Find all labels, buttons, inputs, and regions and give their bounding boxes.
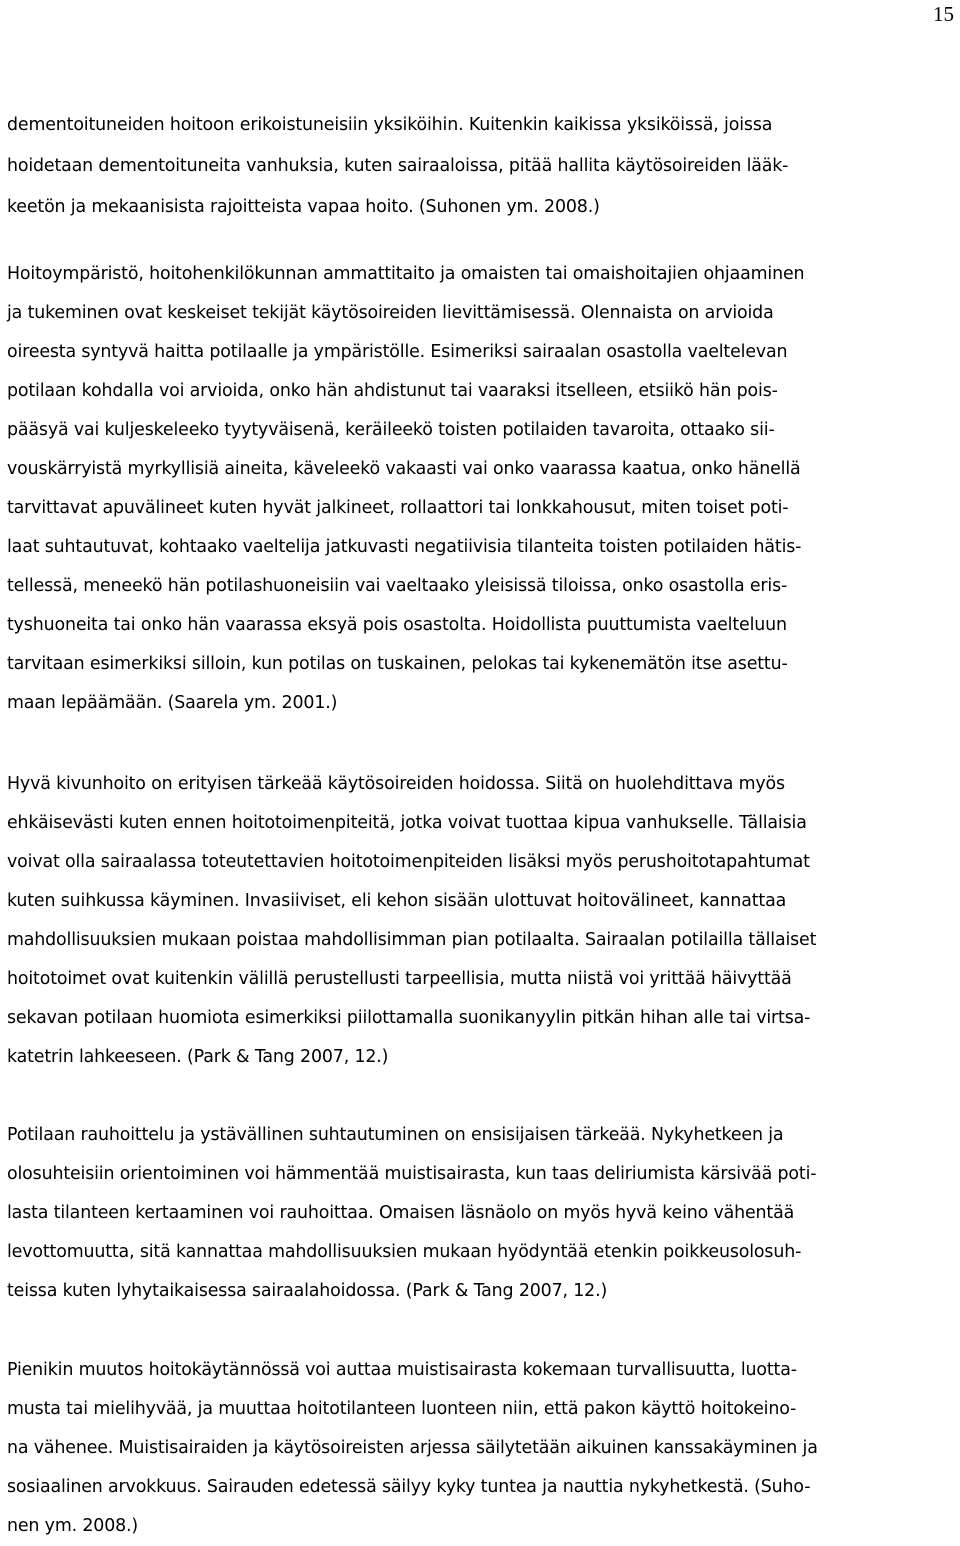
text-line: Potilaan rauhoittelu ja ystävällinen suhtautuminen on ensisijaisen tärkeää. Nykyhetkeen ja: [7, 1125, 784, 1145]
text-line: lasta tilanteen kertaaminen voi rauhoittaa. Omaisen läsnäolo on myös hyvä keino vähentää: [7, 1203, 795, 1223]
text-line: dementoituneiden hoitoon erikoistuneisiin yksiköihin. Kuitenkin kaikissa yksiköissä, joissa: [7, 115, 773, 135]
text-line: hoidetaan dementoituneita vanhuksia, kuten sairaaloissa, pitää hallita käytösoireiden lääk-: [7, 156, 789, 176]
text-line: laat suhtautuvat, kohtaako vaeltelija jatkuvasti negatiivisia tilanteita toisten potilaiden hätis-: [7, 537, 802, 557]
text-line: Hoitoympäristö, hoitohenkilökunnan ammattitaito ja omaisten tai omaishoitajien ohjaaminen: [7, 264, 805, 284]
text-line: keetön ja mekaanisista rajoitteista vapaa hoito. (Suhonen ym. 2008.): [7, 197, 600, 217]
text-line: vouskärryistä myrkyllisiä aineita, käveleekö vakaasti vai onko vaarassa kaatua, onko hänellä: [7, 459, 801, 479]
text-line: Pienikin muutos hoitokäytännössä voi auttaa muistisairasta kokemaan turvallisuutta, luotta-: [7, 1360, 797, 1380]
text-line: mahdollisuuksien mukaan poistaa mahdollisimman pian potilaalta. Sairaalan potilailla tällaiset: [7, 930, 817, 950]
text-line: levottomuutta, sitä kannattaa mahdollisuuksien mukaan hyödyntää etenkin poikkeusolosuh-: [7, 1242, 802, 1262]
text-line: sosiaalinen arvokkuus. Sairauden edetessä säilyy kyky tuntea ja nauttia nykyhetkestä. (Suho-: [7, 1477, 811, 1497]
paragraph-3: [7, 765, 959, 1077]
text-line: sekavan potilaan huomiota esimerkiksi piilottamalla suonikanyylin pitkän hihan alle tai virtsa-: [7, 1008, 811, 1028]
text-line: kuten suihkussa käyminen. Invasiiviset, eli kehon sisään ulottuvat hoitovälineet, kannattaa: [7, 891, 787, 911]
text-line: potilaan kohdalla voi arvioida, onko hän ahdistunut tai vaaraksi itselleen, etsiikö hän pois-: [7, 381, 778, 401]
text-line: tellessä, meneekö hän potilashuoneisiin vai vaeltaako yleisissä tiloissa, onko osastolla eris-: [7, 576, 788, 596]
text-line: musta tai mielihyvää, ja muuttaa hoitotilanteen luonteen niin, että pakon käyttö hoitokeino-: [7, 1399, 797, 1419]
text-line: katetrin lahkeeseen. (Park & Tang 2007, 12.): [7, 1047, 389, 1067]
text-line: hoitotoimet ovat kuitenkin välillä perustellusti tarpeellisia, mutta niistä voi yrittää häivyttää: [7, 969, 792, 989]
text-line: na vähenee. Muistisairaiden ja käytösoireisten arjessa säilytetään aikuinen kanssakäyminen ja: [7, 1438, 818, 1458]
page-number: 15: [933, 2, 954, 26]
paragraph-1: [7, 105, 959, 228]
text-line: tarvitaan esimerkiksi silloin, kun potilas on tuskainen, pelokas tai kykenemätön itse asettu-: [7, 654, 788, 674]
text-line: ehkäisevästi kuten ennen hoitotoimenpiteitä, jotka voivat tuottaa kipua vanhukselle. Tällaisia: [7, 813, 807, 833]
text-line: nen ym. 2008.): [7, 1516, 139, 1536]
paragraph-4: [7, 1116, 959, 1311]
text-line: ja tukeminen ovat keskeiset tekijät käytösoireiden lievittämisessä. Olennaista on arvioida: [7, 303, 774, 323]
text-line: maan lepäämään. (Saarela ym. 2001.): [7, 693, 338, 713]
text-line: tarvittavat apuvälineet kuten hyvät jalkineet, rollaattori tai lonkkahousut, miten toiset poti-: [7, 498, 789, 518]
text-line: teissa kuten lyhytaikaisessa sairaalahoidossa. (Park & Tang 2007, 12.): [7, 1281, 608, 1301]
text-line: tyshuoneita tai onko hän vaarassa eksyä pois osastolta. Hoidollista puuttumista vaelteluun: [7, 615, 787, 635]
paragraph-5: [7, 1351, 959, 1546]
text-line: olosuhteisiin orientoiminen voi hämmentää muistisairasta, kun taas deliriumista kärsivää poti-: [7, 1164, 817, 1184]
text-line: Hyvä kivunhoito on erityisen tärkeää käytösoireiden hoidossa. Siitä on huolehdittava myös: [7, 774, 785, 794]
text-line: voivat olla sairaalassa toteutettavien hoitotoimenpiteiden lisäksi myös perushoitotapahtumat: [7, 852, 810, 872]
text-line: oireesta syntyvä haitta potilaalle ja ympäristölle. Esimeriksi sairaalan osastolla vaeltelevan: [7, 342, 788, 362]
text-line: pääsyä vai kuljeskeleeko tyytyväisenä, keräileekö toisten potilaiden tavaroita, ottaako sii-: [7, 420, 775, 440]
paragraph-2: [7, 255, 959, 723]
